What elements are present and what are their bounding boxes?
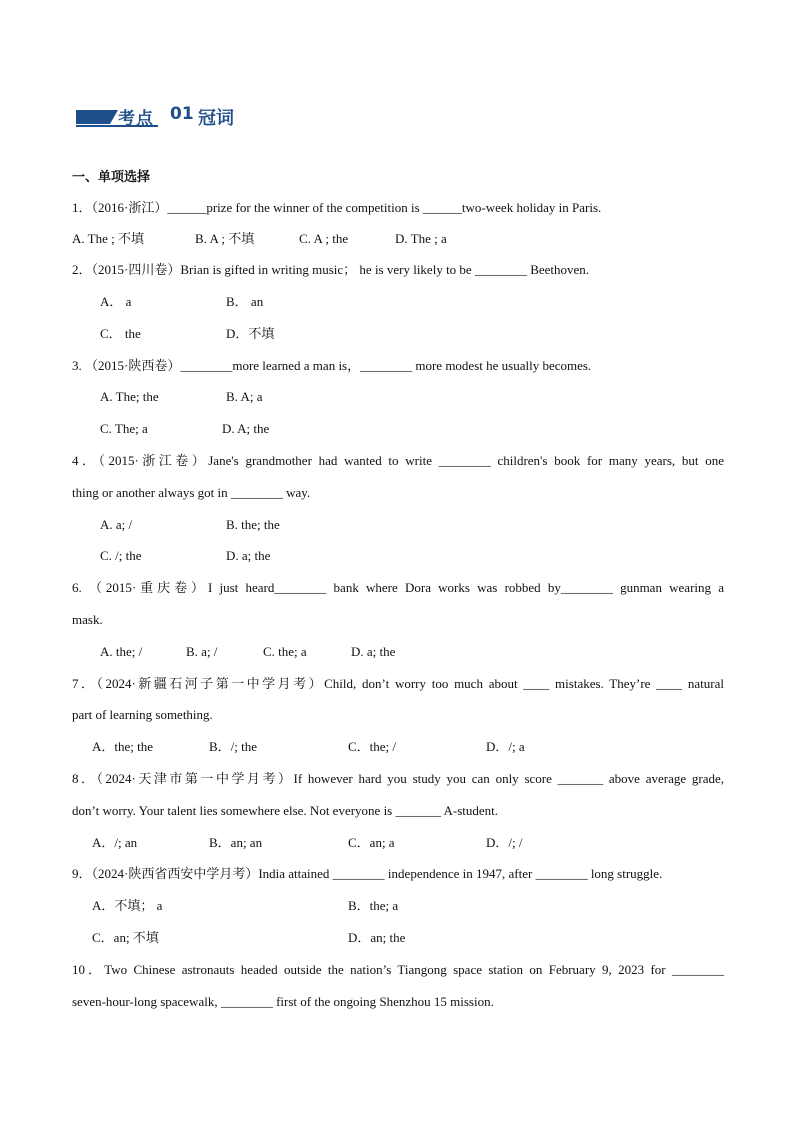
question-8-option-a: A．/; an: [92, 835, 138, 850]
question-9-text: 9．（2024·陕西省西安中学月考）India attained ________ independence in 1947, after ________ long struggle.: [72, 866, 663, 881]
question-6-option-a: A. the; /: [100, 644, 143, 659]
question-9-option-a: A．不填； a: [92, 898, 163, 913]
question-8-option-b: B．an; an: [209, 835, 263, 850]
question-8-text-line-2: don’t worry. Your talent lies somewhere else. Not everyone is _______ A-student.: [72, 803, 499, 818]
question-6-option-b: B. a; /: [186, 644, 218, 659]
question-7-text-line-2: part of learning something.: [72, 707, 213, 722]
question-8-text-line-1: 8．（2024·天津市第一中学月考）If however hard you study you can only score _______ above average grade,: [72, 771, 724, 786]
question-6-text-line-2: mask.: [72, 612, 103, 627]
question-4-option-d: D. a; the: [226, 548, 271, 563]
question-3-option-a: A. The; the: [100, 389, 159, 404]
question-4-option-c: C. /; the: [100, 548, 142, 563]
question-3-text: 3. （2015·陕西卷）________more learned a man is，________ more modest he usually becomes.: [72, 358, 592, 373]
header-kaodian-label: 考点: [118, 109, 154, 129]
question-9-option-b: B．the; a: [348, 898, 399, 913]
question-7-option-d: D．/; a: [486, 739, 525, 754]
question-4-text-line-1: 4．（2015·浙江卷）Jane's grandmother had wanted to write ________ children's book for many years, but one: [72, 453, 724, 468]
question-2-text: 2．（2015·四川卷）Brian is gifted in writing music； he is very likely to be ________ Beethoven.: [72, 262, 590, 277]
question-8-option-d: D．/; /: [486, 835, 523, 850]
section-title: 一、单项选择: [72, 170, 151, 185]
header-bar-icon: [76, 110, 110, 124]
question-9-option-d: D．an; the: [348, 930, 406, 945]
question-6-option-d: D. a; the: [351, 644, 396, 659]
question-6-option-c: C. the; a: [263, 644, 307, 659]
question-3-option-d: D. A; the: [222, 421, 270, 436]
question-7-option-c: C．the; /: [348, 739, 397, 754]
question-10-text-line-2: seven-hour-long spacewalk, ________ first of the ongoing Shenzhou 15 mission.: [72, 994, 494, 1009]
question-3-option-c: C. The; a: [100, 421, 148, 436]
question-6-text-line-1: 6. （2015·重庆卷）I just heard________ bank where Dora works was robbed by________ gunman wearing a: [72, 580, 724, 595]
question-2-option-c: C． the: [100, 326, 141, 341]
question-7-text-line-1: 7．（2024·新疆石河子第一中学月考）Child, don’t worry too much about ____ mistakes. They’re ____ natural: [72, 676, 724, 691]
question-7-option-a: A．the; the: [92, 739, 154, 754]
question-8-option-c: C．an; a: [348, 835, 395, 850]
header-topic-title: 冠词: [198, 108, 234, 129]
question-2-option-a: A． a: [100, 294, 132, 309]
question-3-option-b: B. A; a: [226, 389, 263, 404]
question-4-option-a: A. a; /: [100, 517, 133, 532]
question-2-option-b: B． an: [226, 294, 264, 309]
header-bar-tip-icon: [110, 110, 118, 124]
question-1-option-c: C. A ; the: [299, 231, 349, 246]
question-10-text-line-1: 10．Two Chinese astronauts headed outside the nation’s Tiangong space station on February 9, 2023 for ________: [72, 962, 724, 977]
question-4-text-line-2: thing or another always got in ________ way.: [72, 485, 311, 500]
question-1-text: 1．（2016·浙江）______prize for the winner of the competition is ______two-week holiday in Paris.: [72, 200, 602, 215]
question-1-option-d: D. The ; a: [395, 231, 447, 246]
question-9-option-c: C．an; 不填: [92, 930, 159, 945]
question-1-option-b: B. A ; 不填: [195, 231, 255, 246]
question-2-option-d: D．不填: [226, 326, 275, 341]
question-4-option-b: B. the; the: [226, 517, 280, 532]
question-7-option-b: B．/; the: [209, 739, 258, 754]
topic-header: [76, 102, 336, 130]
question-1-option-a: A. The ; 不填: [72, 231, 144, 246]
header-number: 01: [170, 104, 194, 124]
